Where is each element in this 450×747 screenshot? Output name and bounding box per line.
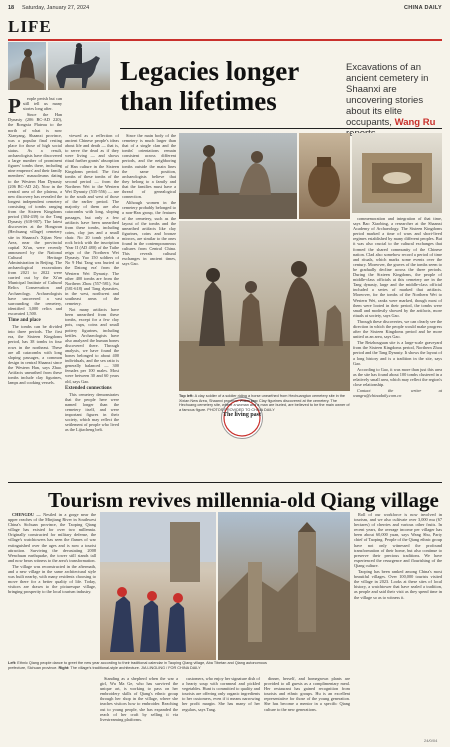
paragraph: This cemetery demonstrates that the people here were named longer than the cemetery itself, and were important figures in their society, which may reflect the settlement of people who lived as the Lijiacheng belt. <box>65 391 119 433</box>
caption-text: Ethnic Qiang people dance to greet the new year according to their traditional calendar in Taoping Qiang village, Aba Tibetan and Qiang autonomous prefecture, Sichuan province. <box>8 661 267 670</box>
paragraph: Roll of our workforce is now involved in tourism, and we also cultivate over 3,000 mu (67 hectares) of cherries and various other fruits. In recent years, the average income per villager has been about 60,000 yuan, says Wang Shu, Party chief of Taoping. People of the Qiang ethnic group have not only witnessed the profound transformation of their home, but also continue to preserve their precious traditions. We have experienced the resurgence and flourishing of the Qiang culture. <box>354 512 442 568</box>
bottom-column-3 <box>182 676 260 740</box>
figurine-photo-left <box>8 42 46 90</box>
bottom-column-5 <box>354 512 442 740</box>
bottom-column-1 <box>8 512 96 740</box>
bottom-headline: Tourism revives millennia-old Qiang village <box>48 488 439 512</box>
page-number: 18 <box>8 5 15 11</box>
bottom-photo-caption <box>8 661 286 670</box>
article-column-4 <box>353 216 442 476</box>
paragraph: dinner, herself, and homegrown plants are provided to all guests as a complimentary meal. Her restaurant has gained recognition from tourists and ethnic groups. Hu is an excellent representative for those of the young generation. She has become a mentor in a specific Qiang culture to the new generations. <box>264 676 350 712</box>
article-column-1 <box>8 96 62 471</box>
paragraph: The village was reconstructed in the aftermath, and a new village in the same architectural style was built nearby, with many residents choosing to move there for a better quality of life. Today, visitors are drawn to the picturesque village, bringing prosperity to the local tourism industry. <box>8 563 96 595</box>
stone-towers-illustration <box>218 512 350 660</box>
cemetery-site-photo <box>352 133 442 213</box>
paragraph: According to Gao, it was more than just this area as the site has found about 100 tombs clustered in a relatively small area, which may reflect the region's close relationship. <box>353 366 442 387</box>
figurine-closeup-photo <box>179 133 297 219</box>
lead-paragraph: eople perish but can still tell us many stories long after. <box>22 96 62 112</box>
figurine-group-illustration <box>179 221 350 391</box>
caption-text: A clay soldier of a soldier riding a horse unearthed from Hechuangtun cemetery site in the Xixian New Area, Shaanxi province. <box>179 394 346 403</box>
paragraph: Although women in the cemetery probably belonged to a non-Han group, the features of the cemetery, such as the layout of the tombs and the unearthed artifacts like clay figurines, coins and bronze mirrors, are similar to the ones found in the contemporaneous cultures from Central China. This reveals cultural exchanges in ancient times, says Gao. <box>122 200 176 267</box>
deck-body: Excavations of an ancient cemetery in Shaanxi are uncovering stories about its elite occupants, <box>346 62 429 128</box>
paragraph: Since the main body of the cemetery is much larger than that of a single clan and the tombs' orientations remain consistent across different periods, and the neighboring tombs outside the main lines the same position, archaeologists believe that they belong to a family and that the families must have a thread of genealogical connection. <box>122 133 176 200</box>
drop-cap: P <box>8 96 21 118</box>
figurine-group-photo <box>179 221 350 391</box>
caption-label-2: Right: <box>58 665 70 670</box>
caption-label-2: From top: <box>240 398 258 403</box>
article-column-2 <box>65 133 119 471</box>
headline: Legacies longer than lifetimes <box>120 56 299 116</box>
photo-credit: JIA LINGLING / FOR CHINA DAILY <box>141 665 201 670</box>
caption-label: Top left: <box>179 394 194 398</box>
caption-text-2: Clay figurines discovered at the cemetery. The Hechuang cemetery site, where a woman and a man are buried, are believed to be the main owner of a famous figure. <box>179 398 350 412</box>
footer-code: 24/0/04 <box>424 738 438 743</box>
bottom-column-4 <box>264 676 350 740</box>
paragraph: Not many artifacts have been unearthed from these tombs, except for a few clay pots, cups, coins and small pottery figurines, including kettles. Archaeologists have also analyzed the human bones discovered there. Through analysis, we have found the bones belonged to about 400 individuals, and the sex ratio is generally balanced — 300 females per 100 males. Most were between 30 and 60 years old, says Gao. <box>65 307 119 384</box>
figurines-illustration <box>179 133 297 219</box>
section-title: LIFE <box>8 17 52 36</box>
article-column-3 <box>122 133 176 471</box>
caption-label: Left: <box>8 661 17 665</box>
caption-text-2: The village's traditional-style architecture. <box>70 665 140 670</box>
masthead-brand: CHINA DAILY <box>403 5 442 11</box>
pottery-illustration <box>299 133 350 219</box>
figurine-illustration <box>8 42 46 90</box>
paragraph: viewed as a reflection of ancient Chinese people's ideas about life and death — that is, to serve the dead as if they were living — and shows ritual further grants' absorption of Han culture in the Sixteen Kingdoms period. The first tombs of these tombs of the second period — from the Northern Wei to the Western Wei Dynasty (535-556) — are to the south and west of those of the earlier period. The majority of them are also catacombs with long, sloping passages, but only a few artifacts have been unearthed from these tombs, including coins, clay jars and a small chair. No 20 tomb yields a rock brick with the inscription 'Year II (AD 480) of the Taihe reign of the Northern Wei Dynasty. Yao 150 soldiers of No 9 Hui Tang was buried at the Datong era' from the Western Wei Dynasty. The other 400 tombs are from the Northern Zhou (557-581), Sui (581-618) and Tang dynasties, in the west, northwest and southeast areas of the cemetery. <box>65 133 119 307</box>
paragraph: Taoping has been ranked among China's most beautiful villages. Over 100,000 tourists visited the village in 2023. Looks at these sites of local history, a watchtower that have sealed a tradition, as people and said their visit as they spend time in the village so as to witness it. <box>354 569 442 600</box>
paragraph: customers, who enjoy her signature dish of a hearty soup with cornmeal and pickled vegetables. Hunt is committed to quality and tourists are offering only organic ingredients to her customers, even if it means narrowing her profit margin. She has many of her regulars, says Tang. <box>182 676 260 712</box>
contact-line: Contact the writer at wangru@chinadaily.com.cn <box>353 388 442 399</box>
photo-credit: PHOTOS PROVIDED TO CHINA DAILY <box>207 407 275 412</box>
byline: Wang Ru <box>394 117 436 128</box>
publication-date: Saturday, January 27, 2024 <box>22 5 90 11</box>
pottery-photo <box>299 133 350 219</box>
horse-figurine-photo <box>48 42 110 90</box>
paragraph: The tombs can be divided into three periods. The first era, the Sixteen Kingdoms period, has 38 tombs in four rows in the northeast. These are all catacombs with long sloping passages, a common design in central Shaanxi since the Western Han, says Zhao. Artifacts unearthed from these tombs include clay figurines, lamps and cooking vessels. <box>8 324 62 386</box>
subhead-time-and-place: Time and place <box>8 318 41 324</box>
section-rule <box>8 39 442 41</box>
excavation-illustration <box>352 133 442 213</box>
photo-caption <box>179 394 350 474</box>
horse-rider-illustration <box>48 42 110 90</box>
paragraph: Since the Han Dynasty (206 BC-AD 220), the Rongxia Plateau to the north of what is now Xianyang, Shaanxi province, was a popular final resting place for those of high social status. As a result, archaeologists have discovered a large number of prominent figures' tombs there, including nine emperors' and their family members' mausoleums dating to the Western Han Dynasty (206 BC-AD 24). Now in the central area of the plateau, a new discovery has revealed the longest independent cemetery consisting of tombs ranging from the Sixteen Kingdoms period (304-439) to the Tang Dynasty (618-907). The latest discoveries at the Hongwan (Hechuang village) cemetery site in Shaanxi's Xijian New Area, near the provincial capital Xi'an, were recently announced by the National Cultural Heritage Administration in Beijing. The archaeological excavations from 2021 to 2022 were carried out by the Xi'an Municipal Institute of Cultural Relics Conservation and Archaeology. Archaeologists have uncovered a vast surrounding the cemetery, identified 3,000 relics and excavated 1,500. <box>8 112 62 316</box>
paragraph: Nestled in a gorge near the upper reaches of the Minjiang River in Southwest China's Sichuan province, the Taoping Qiang village has existed for over two millennia. Originally constructed for military defense, the village's watchtowers has seen the flames of war extinguished over the ages and is now a tourist attraction. Surviving the devastating 2008 Wenchuan earthquake, the tower still stands tall and now bears witness to the area's transformation. <box>8 512 96 563</box>
dateline: CHENGDU — <box>12 512 41 517</box>
logo-text-top: The living past <box>222 412 262 418</box>
paragraph: Standing as a shepherd when the war a girl, Wu Ma Ge, who has survived the unique art, is working to pass on her embroidery skills of Qiang's ethnic group through her shop in the village, where she teaches visitors how to embroider. Reaching out to young people, she has expanded the reach of her craft by selling it via livestreaming platforms. <box>100 676 178 722</box>
paragraph: The Beizhouguan site is a large-scale graveyard from the Sixteen Kingdoms period, Northern Zhou period and the Tang Dynasty. It shows the layout of a long history and is a tradition in the site, says Gao. <box>353 340 442 366</box>
dancers-illustration <box>100 512 216 660</box>
paragraph: Through these discoveries, we can clearly see the direction in which the people would make progress after the Sixteen Kingdoms period and be more united as an area, says Gao. <box>353 318 442 340</box>
headline-rule <box>120 128 442 129</box>
bottom-column-2 <box>100 676 178 740</box>
qiang-dance-photo <box>100 512 216 660</box>
article-divider <box>8 482 442 483</box>
subhead-extended-connections: Extended connections <box>65 385 112 391</box>
qiang-village-photo <box>218 512 350 660</box>
page-header <box>8 5 442 15</box>
paragraph: commemoration and integration of that time, says Bao Xiaobing, a researcher at the Shaanxi Academy of Archaeology. The Sixteen Kingdoms period marked a time of wars and short-lived regimes established by many different peoples. But it was also crucial to the cultural exchanges that formed the shared community of the Chinese nation. Clad also somehow record a period of time and rituals, which marks some events over the century. Moreover, the graves of the tombs seem to be gradually decline across the three periods. During the Sixteen Kingdoms, the people of middle-class officials at this cemetery are in the Tang dynasty, large and the middle-class official included a series of marked that artifacts. Moreover, for the tombs of the Northern Wei to Western Wei, ranks were marked, though most of them were looted in their period, the tombs were small and modestly showed by the artifacts, more rituals at society, says Gao. <box>353 216 442 318</box>
